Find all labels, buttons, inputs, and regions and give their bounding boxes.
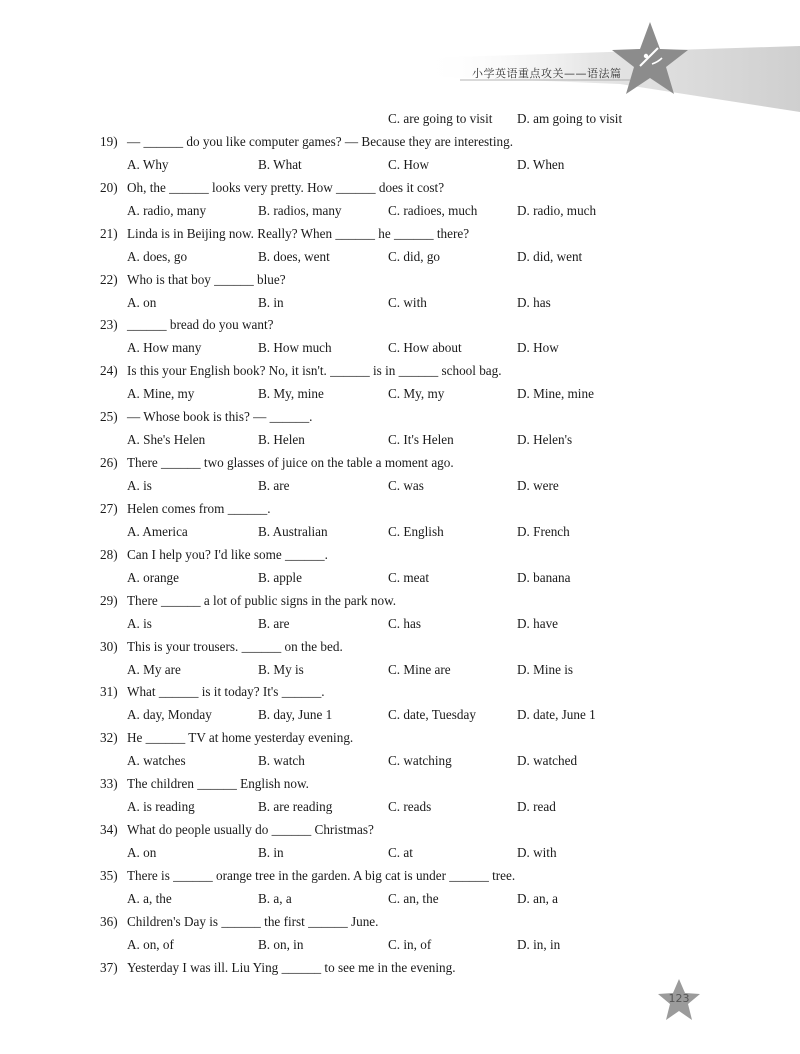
option-a: A. is reading — [127, 799, 195, 815]
option-a: A. on — [127, 294, 157, 310]
option-c: C. meat — [388, 569, 430, 585]
answer-options-row — [100, 659, 660, 682]
question-number: 36) — [100, 913, 118, 929]
option-b: B. My, mine — [258, 386, 324, 402]
question-text: He ______ TV at home yesterday evening. — [127, 730, 354, 746]
question-text: Yesterday I was ill. Liu Ying ______ to see me in the evening. — [127, 959, 456, 975]
question-stem-row — [100, 406, 660, 429]
answer-options-row — [100, 108, 660, 131]
question-text: Children's Day is ______ the first ______ June. — [127, 913, 379, 929]
option-a: A. a, the — [127, 890, 172, 906]
question-text: — ______ do you like computer games? — Because they are interesting. — [127, 133, 513, 149]
option-c: C. reads — [388, 799, 432, 815]
option-d: D. Mine, mine — [517, 386, 594, 402]
option-c: C. in, of — [388, 936, 432, 952]
question-text: What ______ is it today? It's ______. — [127, 684, 325, 700]
question-number: 30) — [100, 638, 118, 654]
option-d: D. read — [517, 799, 556, 815]
option-a: A. Mine, my — [127, 386, 195, 402]
question-number: 23) — [100, 317, 118, 333]
question-number: 35) — [100, 867, 118, 883]
answer-options-row — [100, 200, 660, 223]
answer-options-row — [100, 750, 660, 773]
option-a: A. orange — [127, 569, 179, 585]
question-number: 32) — [100, 730, 118, 746]
option-b: B. My is — [258, 661, 304, 677]
question-stem-row — [100, 819, 660, 842]
option-b: B. What — [258, 156, 302, 172]
option-d: D. radio, much — [517, 202, 597, 218]
question-number: 19) — [100, 133, 118, 149]
question-text: Helen comes from ______. — [127, 500, 271, 516]
question-text: What do people usually do ______ Christmas? — [127, 822, 374, 838]
question-stem-row — [100, 452, 660, 475]
answer-options-row — [100, 567, 660, 590]
question-number: 21) — [100, 225, 118, 241]
question-number: 25) — [100, 409, 118, 425]
question-number: 27) — [100, 500, 118, 516]
question-number: 20) — [100, 179, 118, 195]
option-d: D. in, in — [517, 936, 561, 952]
question-text: This is your trousers. ______ on the bed. — [127, 638, 343, 654]
answer-options-row — [100, 337, 660, 360]
option-a: A. is — [127, 615, 152, 631]
question-number: 22) — [100, 271, 118, 287]
question-stem-row — [100, 865, 660, 888]
question-number: 34) — [100, 822, 118, 838]
option-c: C. How — [388, 156, 430, 172]
page-number: 123 — [668, 992, 690, 1005]
option-c: C. has — [388, 615, 421, 631]
option-d: D. French — [517, 523, 570, 539]
header-decoration — [0, 0, 800, 120]
answer-options-row — [100, 154, 660, 177]
option-c: C. radioes, much — [388, 202, 478, 218]
option-b: B. are reading — [258, 799, 333, 815]
question-stem-row — [100, 498, 660, 521]
option-d: D. date, June 1 — [517, 707, 596, 723]
option-d: D. Helen's — [517, 432, 573, 448]
question-number: 26) — [100, 455, 118, 471]
option-d: D. have — [517, 615, 559, 631]
option-c: C. with — [388, 294, 427, 310]
question-number: 33) — [100, 776, 118, 792]
question-stem-row — [100, 681, 660, 704]
option-c: C. English — [388, 523, 444, 539]
question-text: Can I help you? I'd like some ______. — [127, 546, 328, 562]
header-title: 小学英语重点攻关——语法篇 — [472, 67, 622, 80]
option-b: B. apple — [258, 569, 302, 585]
option-b: B. are — [258, 615, 290, 631]
answer-options-row — [100, 292, 660, 315]
option-d: D. were — [517, 478, 559, 493]
question-text: Linda is in Beijing now. Really? When ______ he ______ there? — [127, 225, 470, 241]
answer-options-row — [100, 704, 660, 727]
answer-options-row — [100, 934, 660, 957]
option-c: C. How about — [388, 340, 462, 356]
option-b: B. on, in — [258, 936, 304, 952]
option-d: D. with — [517, 845, 557, 860]
option-d: D. banana — [517, 569, 571, 585]
question-stem-row — [100, 590, 660, 613]
question-list — [100, 108, 660, 980]
answer-options-row — [100, 475, 660, 498]
question-stem-row — [100, 957, 660, 980]
option-c: C. My, my — [388, 386, 445, 402]
option-b: B. Australian — [258, 523, 328, 539]
question-number: 37) — [100, 959, 118, 975]
answer-options-row — [100, 521, 660, 544]
question-stem-row — [100, 314, 660, 337]
option-c: C. was — [388, 478, 424, 493]
option-b: B. are — [258, 478, 290, 493]
answer-options-row — [100, 246, 660, 269]
question-stem-row — [100, 269, 660, 292]
option-a: A. watches — [127, 753, 186, 769]
option-c: C. It's Helen — [388, 432, 454, 448]
option-c: C. at — [388, 845, 413, 860]
option-b: B. watch — [258, 753, 305, 769]
question-text: ______ bread do you want? — [127, 317, 274, 333]
question-text: — Whose book is this? — ______. — [127, 409, 313, 425]
option-b: B. day, June 1 — [258, 707, 333, 723]
answer-options-row — [100, 888, 660, 911]
option-d: D. How — [517, 340, 559, 356]
question-text: Is this your English book? No, it isn't. ______ is in ______ school bag. — [127, 363, 502, 379]
option-d: D. an, a — [517, 890, 559, 906]
option-a: A. Why — [127, 156, 169, 172]
option-b: B. in — [258, 845, 284, 860]
option-a: A. How many — [127, 340, 202, 356]
option-c: C. did, go — [388, 248, 441, 264]
option-b: B. radios, many — [258, 202, 342, 218]
option-a: A. on, of — [127, 936, 174, 952]
option-d: D. Mine is — [517, 661, 574, 677]
option-b: B. a, a — [258, 890, 292, 906]
option-a: A. My are — [127, 661, 181, 677]
option-b: B. does, went — [258, 248, 330, 264]
option-a: A. does, go — [127, 248, 188, 264]
question-stem-row — [100, 544, 660, 567]
option-c: C. are going to visit — [388, 111, 493, 126]
question-stem-row — [100, 360, 660, 383]
option-a: A. day, Monday — [127, 707, 212, 723]
question-stem-row — [100, 773, 660, 796]
option-a: A. America — [127, 523, 188, 539]
option-d: D. When — [517, 156, 565, 172]
question-number: 24) — [100, 363, 118, 379]
option-d: D. did, went — [517, 248, 583, 264]
question-text: The children ______ English now. — [127, 776, 309, 792]
answer-options-row — [100, 383, 660, 406]
question-text: There is ______ orange tree in the garden. A big cat is under ______ tree. — [127, 867, 516, 883]
question-number: 31) — [100, 684, 118, 700]
question-stem-row — [100, 223, 660, 246]
option-c: C. an, the — [388, 890, 439, 906]
option-a: A. on — [127, 845, 157, 860]
answer-options-row — [100, 842, 660, 865]
option-d: D. am going to visit — [517, 111, 623, 126]
answer-options-row — [100, 429, 660, 452]
option-c: C. watching — [388, 753, 452, 769]
option-c: C. Mine are — [388, 661, 451, 677]
option-d: D. has — [517, 294, 551, 310]
page-number-badge — [656, 978, 702, 1024]
option-d: D. watched — [517, 753, 578, 769]
question-text: There ______ two glasses of juice on the table a moment ago. — [127, 455, 454, 471]
answer-options-row — [100, 796, 660, 819]
option-a: A. is — [127, 478, 152, 493]
answer-options-row — [100, 613, 660, 636]
option-b: B. How much — [258, 340, 332, 356]
question-text: Who is that boy ______ blue? — [127, 271, 286, 287]
question-stem-row — [100, 177, 660, 200]
option-b: B. in — [258, 294, 284, 310]
question-stem-row — [100, 636, 660, 659]
question-stem-row — [100, 911, 660, 934]
question-number: 29) — [100, 592, 118, 608]
option-c: C. date, Tuesday — [388, 707, 476, 723]
option-a: A. She's Helen — [127, 432, 206, 448]
question-text: There ______ a lot of public signs in the park now. — [127, 592, 397, 608]
option-b: B. Helen — [258, 432, 305, 448]
question-stem-row — [100, 727, 660, 750]
question-text: Oh, the ______ looks very pretty. How ______ does it cost? — [127, 179, 445, 195]
option-a: A. radio, many — [127, 202, 207, 218]
question-number: 28) — [100, 546, 118, 562]
question-stem-row — [100, 131, 660, 154]
